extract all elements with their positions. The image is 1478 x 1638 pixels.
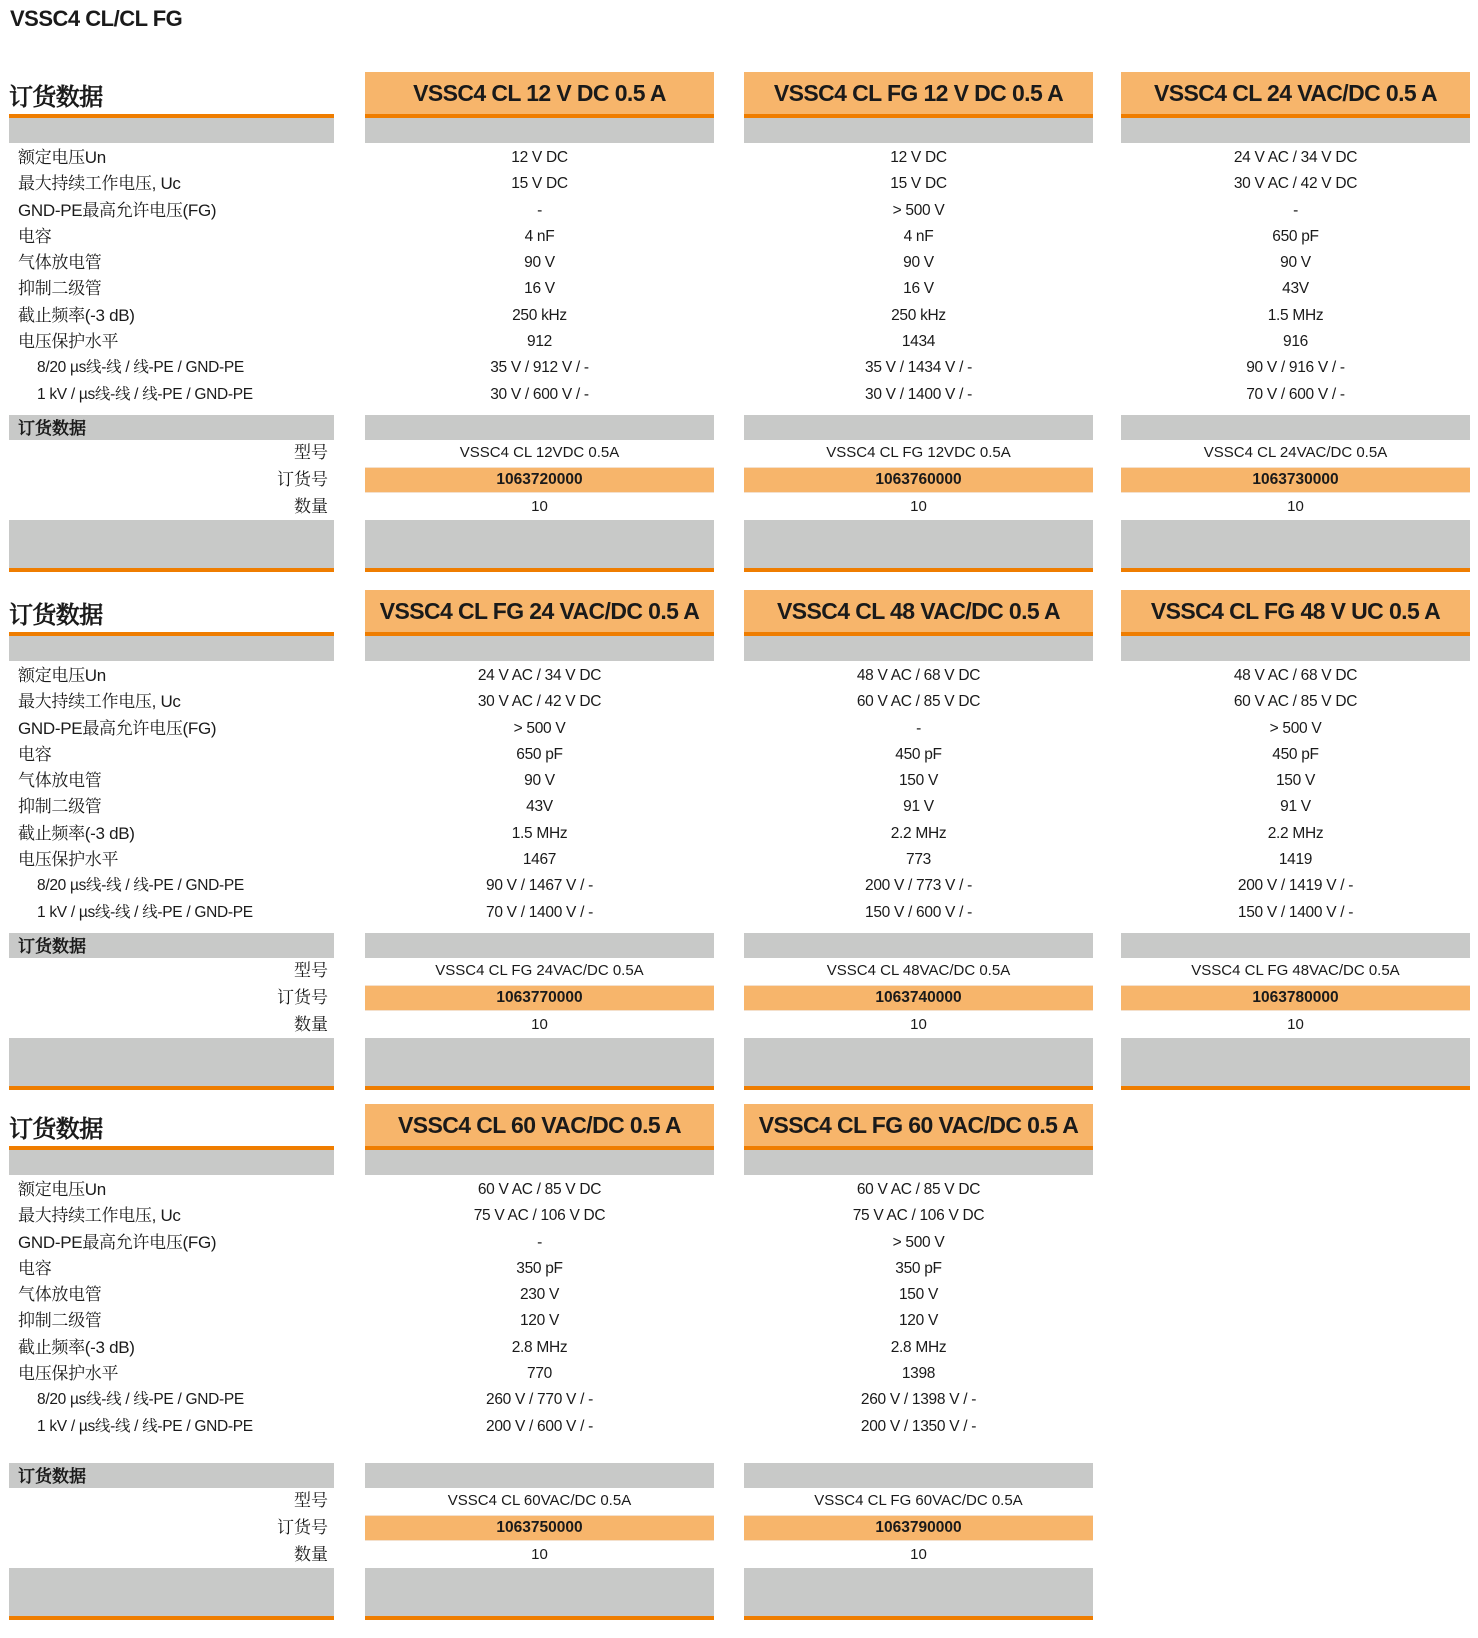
spec-value: 120 V — [519, 1312, 559, 1330]
spec-value: 16 V — [903, 280, 934, 298]
spec-value: - — [537, 1233, 542, 1251]
quantity-label: 数量 — [294, 497, 328, 516]
model-value: VSSC4 CL 48VAC/DC 0.5A — [826, 962, 1011, 979]
footer-bar — [365, 1568, 714, 1620]
spec-value: 15 V DC — [890, 175, 947, 193]
quantity-value: 10 — [910, 1546, 927, 1563]
spec-value: 150 V — [898, 772, 938, 790]
spec-value: 70 V / 1400 V / - — [486, 903, 593, 921]
order-data-bar — [744, 1463, 1093, 1488]
spec-value: 260 V / 770 V / - — [486, 1391, 593, 1409]
spec-value: 150 V / 600 V / - — [865, 903, 972, 921]
spec-label: 截止频率(-3 dB) — [18, 1337, 135, 1357]
spec-value: 30 V AC / 42 V DC — [477, 693, 602, 711]
spec-label: 额定电压Un — [18, 148, 106, 167]
model-label: 型号 — [294, 1491, 328, 1510]
spec-value: 12 V DC — [890, 149, 947, 166]
spec-value: 75 V AC / 106 V DC — [852, 1207, 985, 1225]
order-number: 1063770000 — [365, 985, 714, 1011]
order-data-bar — [1121, 933, 1470, 958]
spec-values — [365, 143, 714, 415]
spec-label: 1 kV / µs线-线 / 线-PE / GND-PE — [37, 1417, 253, 1435]
spec-values — [1121, 661, 1470, 933]
order-number: 1063750000 — [365, 1515, 714, 1541]
spec-value: 650 pF — [1272, 227, 1319, 245]
spec-value: 1.5 MHz — [511, 824, 568, 842]
spec-value: 450 pF — [1272, 745, 1319, 763]
spec-label: 抑制二级管 — [18, 797, 102, 817]
spec-value: 916 — [1283, 333, 1308, 351]
spec-label: GND-PE最高允许电压(FG) — [18, 718, 217, 738]
quantity-value: 10 — [910, 498, 927, 515]
order-data-heading: 订货数据 — [9, 933, 334, 958]
spec-label: 8/20 µs线-线 / 线-PE / GND-PE — [37, 1391, 244, 1409]
spec-value: 35 V / 1434 V / - — [865, 359, 972, 377]
model-value: VSSC4 CL FG 60VAC/DC 0.5A — [814, 1492, 1023, 1509]
order-number-label: 订货号 — [9, 985, 334, 1011]
product-column — [365, 590, 714, 1090]
spec-value: 30 V / 1400 V / - — [865, 385, 972, 403]
spec-value: 90 V — [1280, 254, 1311, 272]
spec-label: 最大持续工作电压, Uc — [18, 692, 181, 712]
spec-labels — [9, 143, 334, 415]
spec-values — [744, 661, 1093, 933]
spec-label: 最大持续工作电压, Uc — [18, 1206, 181, 1226]
spec-value: 90 V / 1467 V / - — [486, 877, 593, 895]
quantity-value: 10 — [531, 1016, 548, 1033]
spec-value: 90 V — [524, 772, 555, 790]
spec-values — [365, 661, 714, 933]
spec-label: 气体放电管 — [18, 771, 102, 791]
product-column — [744, 72, 1093, 572]
divider-bar — [1121, 118, 1470, 143]
model-value: VSSC4 CL FG 48VAC/DC 0.5A — [1191, 962, 1400, 979]
spec-value: 650 pF — [516, 745, 563, 763]
product-title: VSSC4 CL 24 VAC/DC 0.5 A — [1121, 72, 1470, 118]
footer-bar — [1121, 1038, 1470, 1090]
spec-labels — [9, 661, 334, 933]
spec-value: 24 V AC / 34 V DC — [1233, 149, 1358, 166]
spec-value: 60 V AC / 85 V DC — [1233, 693, 1358, 711]
spec-value: 150 V / 1400 V / - — [1237, 903, 1354, 921]
product-section — [0, 590, 1478, 1100]
spec-value: 16 V — [524, 280, 555, 298]
spec-value: 150 V — [1275, 772, 1315, 790]
spec-value: 2.8 MHz — [890, 1338, 947, 1356]
product-title: VSSC4 CL 12 V DC 0.5 A — [365, 72, 714, 118]
spec-value: 2.2 MHz — [1267, 824, 1324, 842]
spec-values — [744, 143, 1093, 415]
spec-value: 2.8 MHz — [511, 1338, 568, 1356]
spec-value: 250 kHz — [512, 306, 567, 324]
spec-value: 12 V DC — [511, 149, 568, 166]
divider-bar — [9, 118, 334, 143]
spec-label: 电容 — [18, 1258, 52, 1278]
order-number-label: 订货号 — [9, 1515, 334, 1541]
divider-bar — [365, 1150, 714, 1175]
divider-bar — [744, 1150, 1093, 1175]
section-title: 订货数据 — [9, 1104, 334, 1150]
spec-label: 8/20 µs线-线 / 线-PE / GND-PE — [37, 359, 244, 377]
spec-label: 1 kV / µs线-线 / 线-PE / GND-PE — [37, 385, 253, 403]
spec-value: 1467 — [522, 851, 557, 869]
footer-bar — [365, 1038, 714, 1090]
product-section — [0, 72, 1478, 582]
spec-value: > 500 V — [513, 719, 566, 737]
spec-value: 150 V — [898, 1286, 938, 1304]
document-title: VSSC4 CL/CL FG — [10, 6, 183, 31]
order-number-label: 订货号 — [9, 467, 334, 493]
spec-value: 912 — [527, 333, 552, 351]
order-data-bar — [744, 933, 1093, 958]
spec-value: 30 V AC / 42 V DC — [1233, 175, 1358, 193]
spec-value: 770 — [527, 1365, 552, 1383]
footer-bar — [365, 520, 714, 572]
quantity-value: 10 — [531, 1546, 548, 1563]
spec-label: 额定电压Un — [18, 1180, 106, 1199]
quantity-value: 10 — [910, 1016, 927, 1033]
spec-value: 35 V / 912 V / - — [490, 359, 589, 377]
order-data-bar — [744, 415, 1093, 440]
footer-bar — [9, 1568, 334, 1620]
spec-label: 截止频率(-3 dB) — [18, 305, 135, 325]
spec-label: 电容 — [18, 226, 52, 246]
spec-value: 43V — [1282, 280, 1309, 298]
spec-value: 48 V AC / 68 V DC — [856, 667, 981, 684]
product-column — [744, 590, 1093, 1090]
product-title: VSSC4 CL FG 48 V UC 0.5 A — [1121, 590, 1470, 636]
order-data-bar — [1121, 415, 1470, 440]
divider-bar — [365, 118, 714, 143]
spec-value: - — [916, 719, 921, 737]
spec-value: 260 V / 1398 V / - — [860, 1391, 977, 1409]
spec-value: 60 V AC / 85 V DC — [477, 1181, 602, 1198]
spec-label: 1 kV / µs线-线 / 线-PE / GND-PE — [37, 903, 253, 921]
footer-bar — [744, 520, 1093, 572]
product-column — [365, 72, 714, 572]
spec-label: 电容 — [18, 744, 52, 764]
model-value: VSSC4 CL FG 12VDC 0.5A — [826, 444, 1011, 461]
product-title: VSSC4 CL 60 VAC/DC 0.5 A — [365, 1104, 714, 1150]
spec-value: 30 V / 600 V / - — [490, 385, 589, 403]
divider-bar — [744, 118, 1093, 143]
spec-value: 4 nF — [903, 227, 934, 245]
product-section — [0, 1104, 1478, 1614]
spec-label: 气体放电管 — [18, 253, 102, 273]
divider-bar — [9, 1150, 334, 1175]
spec-value: 60 V AC / 85 V DC — [856, 693, 981, 711]
section-title: 订货数据 — [9, 590, 334, 636]
spec-values — [1121, 143, 1470, 415]
footer-bar — [744, 1568, 1093, 1620]
product-column — [1121, 590, 1470, 1090]
spec-value: 91 V — [1280, 798, 1311, 816]
model-value: VSSC4 CL 12VDC 0.5A — [459, 444, 620, 461]
spec-label: 电压保护水平 — [18, 1364, 119, 1384]
spec-value: 60 V AC / 85 V DC — [856, 1181, 981, 1198]
divider-bar — [1121, 636, 1470, 661]
spec-value: 90 V — [903, 254, 934, 272]
product-column — [365, 1104, 714, 1620]
order-data-bar — [365, 415, 714, 440]
spec-label: 抑制二级管 — [18, 279, 102, 299]
quantity-label: 数量 — [294, 1545, 328, 1564]
spec-value: 120 V — [898, 1312, 938, 1330]
order-number: 1063740000 — [744, 985, 1093, 1011]
spec-label: 8/20 µs线-线 / 线-PE / GND-PE — [37, 877, 244, 895]
quantity-value: 10 — [1287, 498, 1304, 515]
product-title: VSSC4 CL FG 24 VAC/DC 0.5 A — [365, 590, 714, 636]
footer-bar — [744, 1038, 1093, 1090]
spec-value: 1419 — [1278, 851, 1313, 869]
spec-labels — [9, 1175, 334, 1463]
spec-value: 350 pF — [895, 1259, 942, 1277]
product-title: VSSC4 CL FG 60 VAC/DC 0.5 A — [744, 1104, 1093, 1150]
model-value: VSSC4 CL 60VAC/DC 0.5A — [447, 1492, 632, 1509]
quantity-value: 10 — [531, 498, 548, 515]
spec-value: 70 V / 600 V / - — [1246, 385, 1345, 403]
spec-value: > 500 V — [1269, 719, 1322, 737]
spec-label: GND-PE最高允许电压(FG) — [18, 1232, 217, 1252]
spec-value: 200 V / 1350 V / - — [860, 1417, 977, 1435]
spec-value: 250 kHz — [891, 306, 946, 324]
spec-value: 200 V / 600 V / - — [486, 1417, 593, 1435]
spec-value: 48 V AC / 68 V DC — [1233, 667, 1358, 684]
label-column — [9, 1104, 334, 1620]
divider-bar — [744, 636, 1093, 661]
order-number: 1063790000 — [744, 1515, 1093, 1541]
order-data-bar — [365, 1463, 714, 1488]
model-value: VSSC4 CL FG 24VAC/DC 0.5A — [435, 962, 644, 979]
spec-label: 电压保护水平 — [18, 332, 119, 352]
spec-label: 气体放电管 — [18, 1285, 102, 1305]
spec-value: > 500 V — [892, 1233, 945, 1251]
spec-value: > 500 V — [892, 201, 945, 219]
spec-value: 230 V — [519, 1286, 559, 1304]
spec-value: 1.5 MHz — [1267, 306, 1324, 324]
label-column — [9, 72, 334, 572]
spec-value: 350 pF — [516, 1259, 563, 1277]
order-data-heading: 订货数据 — [9, 1463, 334, 1488]
order-number: 1063730000 — [1121, 467, 1470, 493]
spec-value: 200 V / 1419 V / - — [1237, 877, 1354, 895]
spec-value: 43V — [526, 798, 553, 816]
spec-value: 1434 — [901, 333, 936, 351]
quantity-label: 数量 — [294, 1015, 328, 1034]
spec-value: 75 V AC / 106 V DC — [473, 1207, 606, 1225]
spec-values — [744, 1175, 1093, 1463]
footer-bar — [1121, 520, 1470, 572]
spec-label: 截止频率(-3 dB) — [18, 823, 135, 843]
order-number: 1063780000 — [1121, 985, 1470, 1011]
product-title: VSSC4 CL 48 VAC/DC 0.5 A — [744, 590, 1093, 636]
spec-values — [365, 1175, 714, 1463]
spec-value: 91 V — [903, 798, 934, 816]
spec-label: 电压保护水平 — [18, 850, 119, 870]
spec-value: 1398 — [901, 1365, 936, 1383]
spec-value: 200 V / 773 V / - — [865, 877, 972, 895]
spec-label: 最大持续工作电压, Uc — [18, 174, 181, 194]
spec-value: - — [1293, 201, 1298, 219]
spec-label: 额定电压Un — [18, 666, 106, 685]
spec-label: 抑制二级管 — [18, 1311, 102, 1331]
footer-bar — [9, 520, 334, 572]
order-number: 1063760000 — [744, 467, 1093, 493]
product-column — [744, 1104, 1093, 1620]
spec-value: 15 V DC — [511, 175, 568, 193]
spec-value: 90 V / 916 V / - — [1246, 359, 1345, 377]
spec-value: 24 V AC / 34 V DC — [477, 667, 602, 684]
divider-bar — [365, 636, 714, 661]
spec-value: 90 V — [524, 254, 555, 272]
spec-value: - — [537, 201, 542, 219]
order-data-heading: 订货数据 — [9, 415, 334, 440]
spec-value: 450 pF — [895, 745, 942, 763]
order-number: 1063720000 — [365, 467, 714, 493]
product-title: VSSC4 CL FG 12 V DC 0.5 A — [744, 72, 1093, 118]
spec-value: 4 nF — [524, 227, 555, 245]
order-data-bar — [365, 933, 714, 958]
spec-value: 2.2 MHz — [890, 824, 947, 842]
model-label: 型号 — [294, 443, 328, 462]
model-value: VSSC4 CL 24VAC/DC 0.5A — [1203, 444, 1388, 461]
section-title: 订货数据 — [9, 72, 334, 118]
model-label: 型号 — [294, 961, 328, 980]
divider-bar — [9, 636, 334, 661]
product-column — [1121, 72, 1470, 572]
spec-label: GND-PE最高允许电压(FG) — [18, 200, 217, 220]
spec-value: 773 — [906, 851, 931, 869]
quantity-value: 10 — [1287, 1016, 1304, 1033]
label-column — [9, 590, 334, 1090]
footer-bar — [9, 1038, 334, 1090]
